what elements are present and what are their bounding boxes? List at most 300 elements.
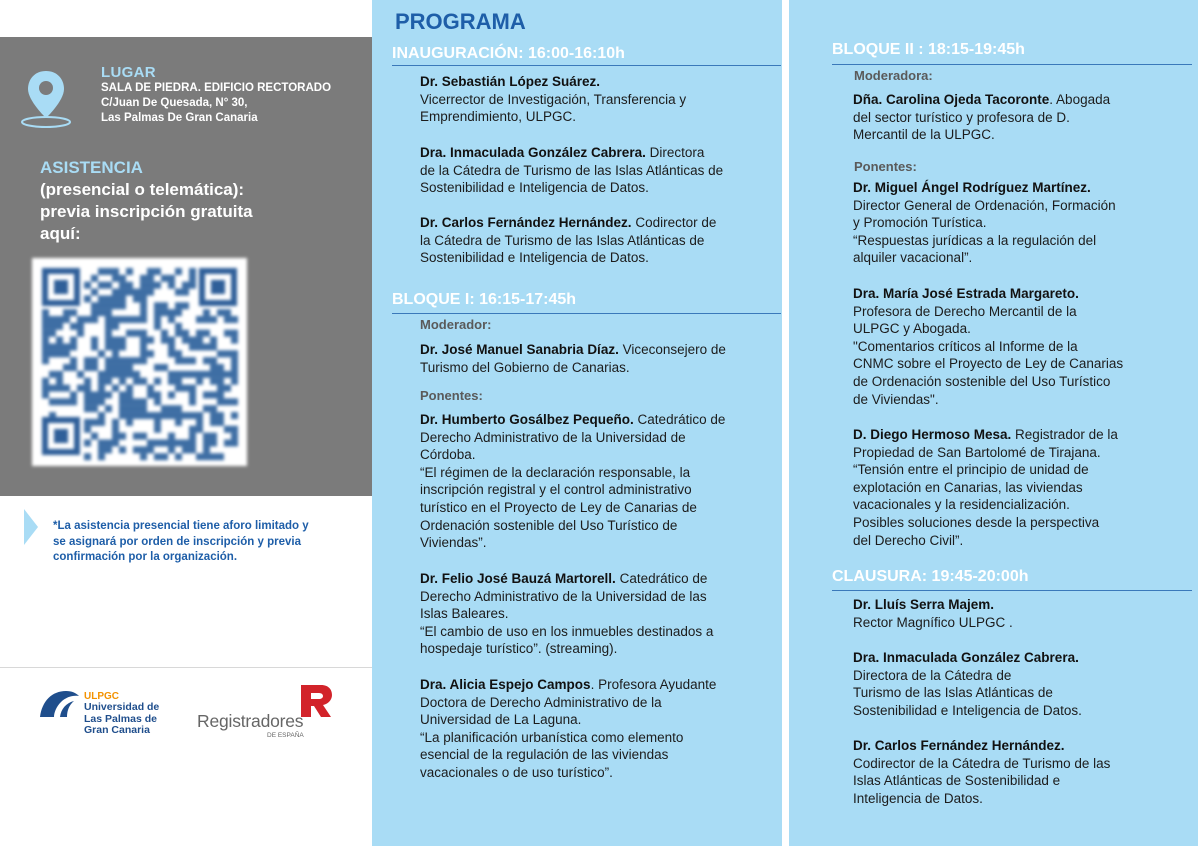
qr-module [196,412,203,419]
heading-rule [832,590,1192,591]
qr-module [119,378,126,385]
qr-module [175,289,182,296]
qr-module [147,289,154,296]
qr-module [168,446,175,453]
speaker-entry: Dña. Carolina Ojeda Tacoronte. Abogada del sector turístico y profesora de D. Mercantil de la ULPGC. [853,92,1111,143]
attendance-line: (presencial o telemática): [40,180,245,199]
qr-module [70,357,77,364]
qr-module [189,268,196,275]
qr-module [119,337,126,344]
qr-module [119,433,126,440]
venue-title: LUGAR [101,64,156,81]
qr-module [112,371,119,378]
ulpgc-emblem-icon [38,687,80,719]
qr-module [84,282,91,289]
qr-module [210,440,217,447]
registradores-subtitle: DE ESPAÑA [267,732,304,739]
qr-module [140,295,147,302]
qr-module [133,378,140,385]
qr-module [154,268,161,275]
qr-module [140,316,147,323]
qr-module [182,412,189,419]
qr-module [133,316,140,323]
qr-module [140,453,147,460]
qr-module [189,426,196,433]
attendance-line: aquí: [40,224,81,243]
qr-module [112,337,119,344]
speaker-entry: Dr. Felio José Bauzá Martorell. Catedrático de Derecho Administrativo de la Universidad de las Islas Baleares. “El cambio de uso en los inmuebles destinados a hospedaje turístico”. (streaming). [420,571,714,657]
qr-module [161,405,168,412]
qr-module [154,453,161,460]
block-2-heading: BLOQUE II : 18:15-19:45h [832,41,1025,58]
qr-module [133,330,140,337]
qr-module [91,302,98,309]
qr-module [189,398,196,405]
qr-module [84,385,91,392]
qr-module [161,275,168,282]
qr-module [126,357,133,364]
qr-module [182,302,189,309]
qr-module [168,282,175,289]
ulpgc-name [84,702,194,737]
qr-module [189,343,196,350]
qr-module [84,426,91,433]
qr-module [112,357,119,364]
ulpgc-logo [38,685,188,741]
ulpgc-abbr: ULPGC [84,691,119,702]
qr-module [224,426,231,433]
qr-module [189,412,196,419]
qr-module [231,426,238,433]
qr-module [203,343,210,350]
qr-module [182,330,189,337]
qr-module [126,412,133,419]
qr-module [140,433,147,440]
qr-module [84,364,91,371]
qr-module [119,295,126,302]
qr-module [161,309,168,316]
qr-module [42,330,49,337]
qr-module [49,385,56,392]
qr-module [224,385,231,392]
moderator-label: Moderador: [420,317,492,332]
qr-module [133,289,140,296]
inauguration-heading: INAUGURACIÓN: 16:00-16:10h [392,45,625,62]
registradores-emblem-icon [299,683,333,719]
qr-module [42,316,49,323]
qr-module [231,364,238,371]
qr-module [98,446,105,453]
qr-module [84,316,91,323]
speaker-entry: Dr. Carlos Fernández Hernández. Codirector de la Cátedra de Turismo de las Islas Atlánticas de Sostenibilidad e Inteligencia de Datos. [853,738,1111,806]
qr-module [42,385,49,392]
qr-module [49,323,56,330]
qr-module [154,309,161,316]
qr-module [210,357,217,364]
qr-module [42,337,49,344]
qr-module [182,446,189,453]
qr-module [217,419,224,426]
divider [0,667,372,668]
block-1-heading: BLOQUE I: 16:15-17:45h [392,291,577,308]
venue-line: Las Palmas De Gran Canaria [101,112,258,124]
qr-module [119,289,126,296]
qr-module [91,275,98,282]
qr-module [210,391,217,398]
qr-module [105,357,112,364]
qr-module [154,302,161,309]
qr-module [154,419,161,426]
qr-module [203,440,210,447]
qr-module [168,378,175,385]
location-pin-icon [20,68,72,130]
qr-module [126,316,133,323]
qr-module [224,398,231,405]
qr-module [56,323,63,330]
qr-module [63,385,70,392]
qr-module [161,412,168,419]
qr-module [140,378,147,385]
qr-module [119,316,126,323]
speaker-entry: Dr. Humberto Gosálbez Pequeño. Catedrático de Derecho Administrativo de la Universidad de Córdoba. “El régimen de la declaración responsable, la inscripción registral y el control administrativo turístico en el Proyecto de Ley de Canarias de Ordenación sostenible del Uso Turístico de Viviendas”. [420,412,726,551]
registradores-logo [197,683,347,743]
speaker-entry: Dr. Carlos Fernández Hernández. Codirector de la Cátedra de Turismo de las Islas Atlánticas de Sostenibilidad e Inteligencia de Datos. [420,215,717,266]
qr-module [196,316,203,323]
qr-module [231,357,238,364]
qr-module [105,309,112,316]
qr-module [231,337,238,344]
qr-module [105,364,112,371]
qr-module [105,343,112,350]
qr-module [105,446,112,453]
qr-module [224,309,231,316]
qr-module [189,357,196,364]
qr-module [91,405,98,412]
qr-module [119,398,126,405]
heading-rule [832,64,1192,65]
qr-module [91,357,98,364]
qr-module [84,378,91,385]
qr-module [49,350,56,357]
qr-module [84,398,91,405]
qr-module [196,426,203,433]
qr-module [98,350,105,357]
qr-module [210,412,217,419]
qr-module [182,385,189,392]
qr-module [231,350,238,357]
note-line: *La asistencia presencial tiene aforo limitado y [53,520,309,532]
qr-module [77,385,84,392]
qr-module [56,371,63,378]
qr-module [196,371,203,378]
registradores-name: Registradores [197,711,304,731]
qr-module [175,419,182,426]
speaker-entry: Dra. Alicia Espejo Campos. Profesora Ayudante Doctora de Derecho Administrativo de la Universidad de La Laguna. “La planificación urbanística como elemento esencial de la regulación de las viviendas vacacionales o de uso turístico”. [420,677,717,780]
qr-module [84,440,91,447]
qr-module [140,405,147,412]
qr-module [161,337,168,344]
speakers-label: Ponentes: [854,159,917,174]
attendance-note [53,519,353,566]
qr-module [175,309,182,316]
qr-module [126,364,133,371]
qr-module [231,316,238,323]
qr-module [154,398,161,405]
qr-module [84,357,91,364]
qr-module [210,405,217,412]
qr-module [203,309,210,316]
qr-module [154,323,161,330]
qr-module [84,405,91,412]
qr-module [119,412,126,419]
qr-module [147,268,154,275]
qr-module [203,391,210,398]
qr-module [175,330,182,337]
qr-module [231,371,238,378]
qr-module [217,453,224,460]
qr-module [168,309,175,316]
qr-module [140,350,147,357]
qr-module [182,289,189,296]
qr-module [133,371,140,378]
qr-module [112,426,119,433]
qr-module [175,378,182,385]
registration-qr-code[interactable] [32,258,247,466]
qr-module [70,323,77,330]
qr-module [98,378,105,385]
qr-module [49,343,56,350]
speaker-entry: D. Diego Hermoso Mesa. Registrador de la Propiedad de San Bartolomé de Tirajana. “Tensión entre el principio de unidad de explotación en Canarias, las viviendas vacacionales y la residencialización. Posibles soluciones desde la perspectiva del Derecho Civil”. [853,427,1118,548]
qr-module [77,316,84,323]
qr-module [112,268,119,275]
qr-module [42,378,49,385]
qr-module [182,337,189,344]
qr-module [133,398,140,405]
info-panel [0,0,372,848]
qr-module [91,337,98,344]
qr-module [91,309,98,316]
qr-module [56,398,63,405]
qr-module [147,337,154,344]
ulpgc-name-line: Universidad de [84,701,160,713]
venue-line: C/Juan De Quesada, N° 30, [101,97,248,109]
qr-module [112,302,119,309]
qr-module [224,316,231,323]
qr-module [119,405,126,412]
qr-module [210,343,217,350]
qr-module [91,289,98,296]
qr-module [91,391,98,398]
qr-module [217,378,224,385]
qr-module [196,378,203,385]
moderator-label: Moderadora: [854,68,933,83]
ulpgc-name-line: Las Palmas de [84,712,157,725]
qr-module [210,337,217,344]
qr-module [224,330,231,337]
qr-module [42,343,49,350]
qr-module [203,453,210,460]
qr-module [231,378,238,385]
qr-module [126,385,133,392]
attendance-title: ASISTENCIA [40,158,143,177]
qr-module [168,337,175,344]
qr-module [98,453,105,460]
ulpgc-name-line: Gran Canaria [84,724,150,736]
qr-module [133,433,140,440]
qr-module [112,316,119,323]
qr-module [140,275,147,282]
qr-module [126,282,133,289]
qr-module [210,433,217,440]
qr-module [112,275,119,282]
qr-module [91,316,98,323]
qr-module [182,371,189,378]
qr-module [231,330,238,337]
qr-module [119,371,126,378]
qr-module [105,440,112,447]
qr-module [140,302,147,309]
qr-module [231,440,238,447]
qr-module [154,364,161,371]
qr-module [168,343,175,350]
note-line: se asignará por orden de inscripción y previa [53,535,301,548]
qr-module [98,282,105,289]
qr-module [98,385,105,392]
qr-module [105,378,112,385]
qr-module [119,357,126,364]
qr-module [98,295,105,302]
qr-module [49,316,56,323]
qr-module [210,371,217,378]
qr-module [217,364,224,371]
qr-module [112,385,119,392]
qr-module [189,337,196,344]
qr-module [203,433,210,440]
qr-module [98,268,105,275]
qr-module [112,419,119,426]
qr-module [126,268,133,275]
qr-module [105,316,112,323]
qr-module [105,268,112,275]
qr-module [217,385,224,392]
qr-module [133,357,140,364]
qr-module [175,385,182,392]
qr-module [168,391,175,398]
qr-module [140,398,147,405]
speaker-entry: Dr. Lluís Serra Majem. Rector Magnífico ULPGC . [853,597,1013,630]
qr-module [161,330,168,337]
qr-module [112,323,119,330]
qr-module [231,398,238,405]
qr-module [168,440,175,447]
qr-module [126,330,133,337]
program-title: PROGRAMA [395,9,526,34]
venue-line: SALA DE PIEDRA. EDIFICIO RECTORADO [101,82,332,94]
qr-module [217,412,224,419]
qr-module [196,453,203,460]
qr-module [203,316,210,323]
qr-module [84,453,91,460]
qr-module [140,330,147,337]
qr-module [56,378,63,385]
qr-module [98,302,105,309]
qr-module [112,343,119,350]
qr-module [140,337,147,344]
closing-heading: CLAUSURA: 19:45-20:00h [832,568,1029,585]
qr-module [84,391,91,398]
qr-module [217,350,224,357]
qr-module [49,330,56,337]
qr-module [56,316,63,323]
qr-module [189,371,196,378]
qr-module [42,309,49,316]
qr-module [140,282,147,289]
qr-module [168,316,175,323]
qr-module [154,316,161,323]
qr-module [168,371,175,378]
qr-module [133,446,140,453]
qr-module [105,405,112,412]
qr-module [126,391,133,398]
qr-module [91,364,98,371]
qr-module [105,330,112,337]
qr-module [98,309,105,316]
qr-module [175,357,182,364]
qr-module [154,412,161,419]
qr-module [56,337,63,344]
qr-module [98,391,105,398]
qr-module [189,391,196,398]
qr-module [133,295,140,302]
speaker-entry: Dra. Inmaculada González Cabrera. Directora de la Cátedra de Turismo de las Islas Atlánticas de Sostenibilidad e Inteligencia de Datos. [420,145,724,196]
qr-module [63,309,70,316]
qr-module [154,440,161,447]
qr-module [105,282,112,289]
qr-module [119,302,126,309]
qr-module [189,433,196,440]
qr-module [147,440,154,447]
qr-module [189,385,196,392]
speakers-label: Ponentes: [420,388,483,403]
qr-module [119,391,126,398]
qr-module [126,398,133,405]
qr-module [42,391,49,398]
qr-module [105,295,112,302]
qr-module [154,378,161,385]
qr-module [56,343,63,350]
qr-module [168,405,175,412]
speaker-entry: Dr. José Manuel Sanabria Díaz. Viceconsejero de Turismo del Gobierno de Canarias. [420,342,726,375]
note-arrow-icon [24,509,38,545]
qr-module [224,371,231,378]
qr-module [119,343,126,350]
qr-module [112,440,119,447]
qr-module [175,440,182,447]
qr-module [91,419,98,426]
qr-module [98,440,105,447]
qr-module [70,343,77,350]
heading-rule [392,65,781,66]
qr-module [210,378,217,385]
qr-module [91,433,98,440]
qr-module [140,446,147,453]
qr-module [105,391,112,398]
qr-module [105,337,112,344]
qr-module [42,323,49,330]
qr-module [133,412,140,419]
qr-module [77,371,84,378]
qr-module [175,371,182,378]
